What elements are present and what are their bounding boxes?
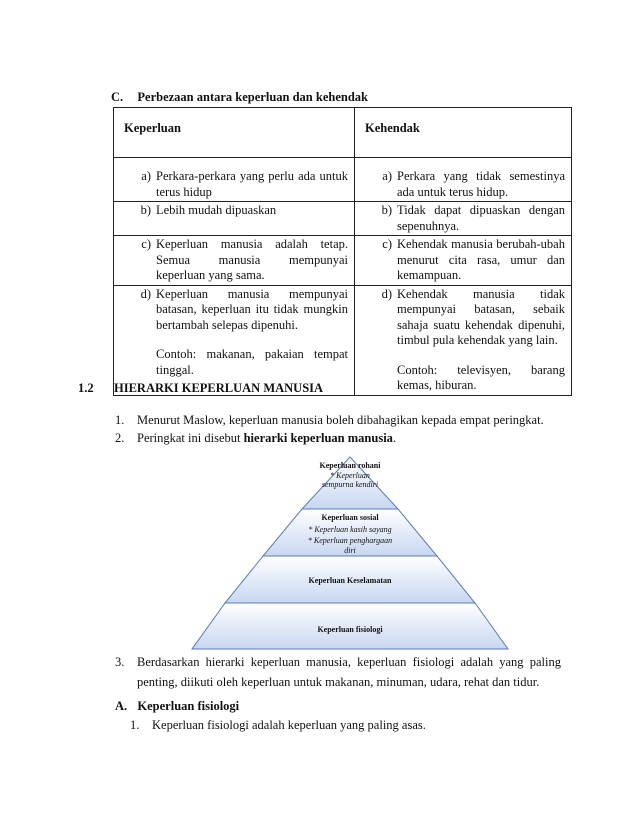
header-keperluan: Keperluan xyxy=(114,108,355,158)
left-item-b: b) Lebih mudah dipuaskan xyxy=(140,203,277,217)
right-item-b: b) Tidak dapat dipuaskan dengan sepenuhnya. xyxy=(381,203,565,233)
fisiologi-list xyxy=(130,716,570,734)
table-row xyxy=(114,158,572,202)
section-c-title: Perbezaan antara keperluan dan kehendak xyxy=(137,90,368,104)
left-item-c: c) Keperluan manusia adalah tetap. Semua manusia mempunyai keperluan yang sama. xyxy=(141,237,348,282)
list-item: 3. Berdasarkan hierarki keperluan manusia, keperluan fisiologi adalah yang paling penting, diikuti oleh keperluan untuk makanan, minuman, udara, rehat dan tidur. xyxy=(115,655,561,689)
section-a-title: Keperluan fisiologi xyxy=(137,699,240,713)
section-title: HIERARKI KEPERLUAN MANUSIA xyxy=(114,381,324,395)
header-kehendak: Kehendak xyxy=(355,108,572,158)
right-item-a: a) Perkara yang tidak semestinya ada untuk terus hidup. xyxy=(382,169,565,199)
section-a-heading xyxy=(115,699,239,714)
pyramid-label-rohani: Keperluan rohani * Keperluan sempurna kendiri xyxy=(319,461,381,489)
left-item-a: a) Perkara-perkara yang perlu ada untuk terus hidup xyxy=(141,169,348,199)
left-example: Contoh: makanan, pakaian tempat tinggal. xyxy=(156,347,348,377)
table-header-row xyxy=(114,108,572,158)
section-a-marker: A. xyxy=(115,699,128,713)
intro-list xyxy=(115,411,575,447)
list-item: 2. Peringkat ini disebut hierarki keperluan manusia. xyxy=(115,431,397,445)
left-item-d: d) Keperluan manusia mempunyai batasan, keperluan itu tidak mungkin bertambah selepas dipenuhi. Contoh: makanan, pakaian tempat tinggal. xyxy=(140,286,348,377)
section-number: 1.2 xyxy=(78,381,94,395)
section-c-marker: C. xyxy=(111,90,124,104)
right-example: Contoh: televisyen, barang kemas, hiburan. xyxy=(397,362,565,392)
pyramid-label-fisiologi: Keperluan fisiologi xyxy=(317,625,383,634)
list-item-3-container xyxy=(115,652,561,692)
hierarchy-term: hierarki keperluan manusia xyxy=(243,431,393,445)
right-item-d: d) Kehendak manusia tidak mempunyai batasan, sebaik sahaja suatu kehendak dipenuhi, timbul pula kehendak yang lain. Contoh: televisyen, barang kemas, hiburan. xyxy=(381,286,565,392)
pyramid-label-sosial: Keperluan sosial * Keperluan kasih sayang * Keperluan penghargaan diri xyxy=(307,513,393,555)
table-row xyxy=(114,236,572,286)
pyramid-label-keselamatan: Keperluan Keselamatan xyxy=(308,576,392,585)
list-item: 1. Menurut Maslow, keperluan manusia boleh dibahagikan kepada empat peringkat. xyxy=(115,413,544,427)
section-c-heading xyxy=(111,90,368,105)
table-row xyxy=(114,202,572,236)
table-row xyxy=(114,285,572,395)
list-item: 1. Keperluan fisiologi adalah keperluan yang paling asas. xyxy=(130,718,426,732)
right-item-c: c) Kehendak manusia berubah-ubah menurut cita rasa, umur dan kemampuan. xyxy=(382,237,565,282)
comparison-table xyxy=(113,107,572,396)
